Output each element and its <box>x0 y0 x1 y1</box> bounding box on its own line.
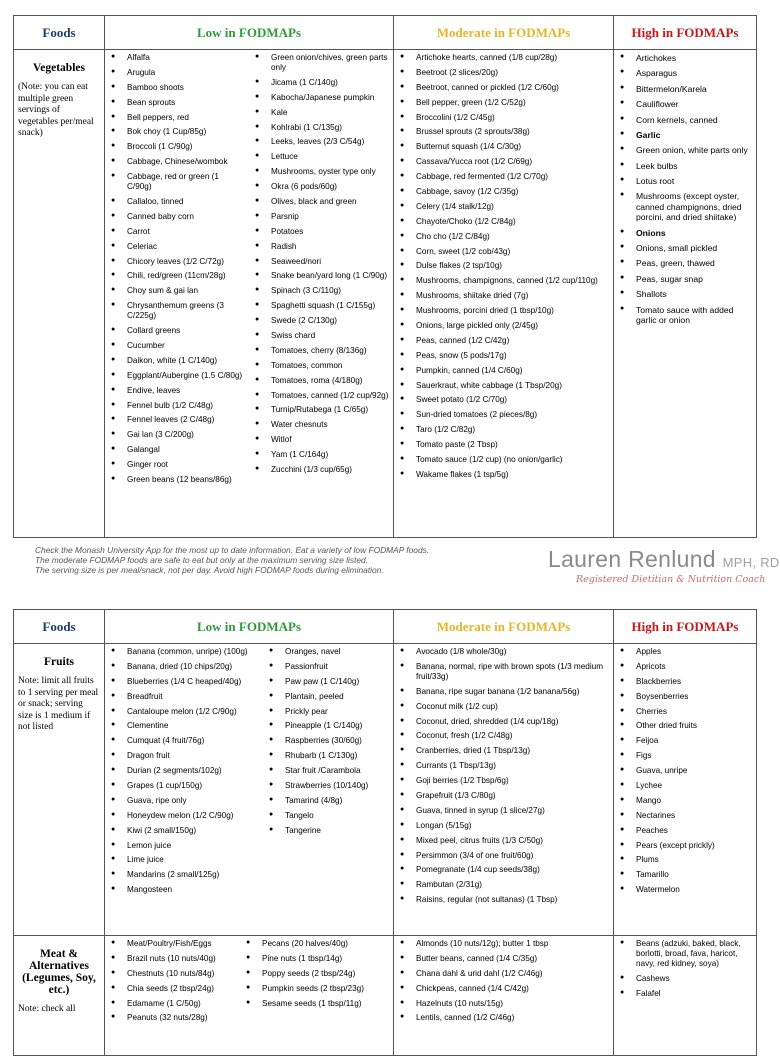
food-item: ● Cantaloupe melon (1/2 C/90g) <box>111 707 259 717</box>
food-item: ● Radish <box>255 242 389 252</box>
food-item: ● Sauerkraut, white cabbage (1 Tbsp/20g) <box>400 381 609 391</box>
food-item: ● Shallots <box>620 289 752 299</box>
brand-logo <box>548 546 780 585</box>
food-item: ● Blackberries <box>620 677 752 687</box>
food-item: ● Water chesnuts <box>255 420 389 430</box>
food-item: ● Zucchini (1/3 cup/65g) <box>255 465 389 475</box>
food-item: ● Chestnuts (10 nuts/84g) <box>111 969 236 979</box>
food-item: ● Peanuts (32 nuts/28g) <box>111 1013 236 1023</box>
food-item: ● Ginger root <box>111 460 245 470</box>
food-item: ● Mushrooms (except oyster, canned champignons, dried porcini, and dried shiitake) <box>620 191 752 222</box>
food-item: ● Peas, snow (5 pods/17g) <box>400 351 609 361</box>
food-item: ● Passionfruit <box>269 662 389 672</box>
food-item: ● Lemon juice <box>111 841 259 851</box>
food-item: ● Oranges, navel <box>269 647 389 657</box>
header-moderate: Moderate in FODMAPs <box>394 610 614 644</box>
food-item: ● Pears (except prickly) <box>620 841 752 851</box>
food-item: ● Artichokes <box>620 53 752 63</box>
food-item: ● Cabbage, red or green (1 C/90g) <box>111 172 245 192</box>
food-item: ● Bittermelon/Karela <box>620 84 752 94</box>
food-item: ● Durian (2 segments/102g) <box>111 766 259 776</box>
food-item: ● Cho cho (1/2 C/84g) <box>400 232 609 242</box>
food-item: ● Celeriac <box>111 242 245 252</box>
header-moderate: Moderate in FODMAPs <box>394 16 614 50</box>
food-item: ● Peaches <box>620 826 752 836</box>
food-item: ● Hazelnuts (10 nuts/15g) <box>400 999 609 1009</box>
food-item: ● Callaloo, tinned <box>111 197 245 207</box>
food-item: ● Edamame (1 C/50g) <box>111 999 236 1009</box>
food-item: ● Galangal <box>111 445 245 455</box>
food-item: ● Garlic <box>620 130 752 140</box>
food-item: ● Star fruit /Carambola <box>269 766 389 776</box>
food-item: ● Grapefruit (1/3 C/80g) <box>400 791 609 801</box>
food-item: ● Mango <box>620 796 752 806</box>
food-item: ● Butter beans, canned (1/4 C/35g) <box>400 954 609 964</box>
food-item: ● Lychee <box>620 781 752 791</box>
food-item: ● Raisins, regular (not sultanas) (1 Tbsp) <box>400 895 609 905</box>
food-item: ● Meat/Poultry/Fish/Eggs <box>111 939 236 949</box>
food-item: ● Banana (common, unripe) (100g) <box>111 647 259 657</box>
food-item: ● Tomato sauce (1/2 cup) (no onion/garlic) <box>400 455 609 465</box>
food-item: ● Eggplant/Aubergine (1.5 C/80g) <box>111 371 245 381</box>
food-item: ● Pecans (20 halves/40g) <box>246 939 389 949</box>
food-item: ● Kohlrabi (1 C/135g) <box>255 123 389 133</box>
food-item: ● Cucumber <box>111 341 245 351</box>
food-item: ● Leeks, leaves (2/3 C/54g) <box>255 137 389 147</box>
vegetables-table <box>13 15 757 538</box>
food-item: ● Longan (5/15g) <box>400 821 609 831</box>
food-item: ● Sun-dried tomatoes (2 pieces/8g) <box>400 410 609 420</box>
food-item: ● Watermelon <box>620 885 752 895</box>
food-item: ● Gai lan (3 C/200g) <box>111 430 245 440</box>
food-item: ● Breadfruit <box>111 692 259 702</box>
food-item: ● Pumpkin seeds (2 tbsp/23g) <box>246 984 389 994</box>
food-item: ● Chana dahl & urid dahl (1/2 C/46g) <box>400 969 609 979</box>
food-item: ● Beans (adzuki, baked, black, borlotti, broad, fava, haricot, navy, red kidney, soya) <box>620 939 752 969</box>
food-item: ● Spinach (3 C/110g) <box>255 286 389 296</box>
food-item: ● Canned baby corn <box>111 212 245 222</box>
food-item: ● Tamarillo <box>620 870 752 880</box>
food-item: ● Persimmon (3/4 of one fruit/60g) <box>400 851 609 861</box>
food-item: ● Bell pepper, green (1/2 C/52g) <box>400 98 609 108</box>
food-item: ● Raspberries (30/60g) <box>269 736 389 746</box>
logo-credentials: MPH, RD <box>722 555 780 570</box>
fruits-row <box>14 644 757 936</box>
food-item: ● Chia seeds (2 tbsp/24g) <box>111 984 236 994</box>
high-fodmap-cell <box>614 644 757 936</box>
food-item: ● Brussel sprouts (2 sprouts/38g) <box>400 127 609 137</box>
vegetables-row <box>14 50 757 538</box>
food-item: ● Onions, large pickled only (2/45g) <box>400 321 609 331</box>
food-item: ● Tomatoes, roma (4/180g) <box>255 376 389 386</box>
food-item: ● Tomatoes, cherry (8/136g) <box>255 346 389 356</box>
food-item: ● Seaweed/nori <box>255 257 389 267</box>
food-item: ● Green onion, white parts only <box>620 145 752 155</box>
food-item: ● Lettuce <box>255 152 389 162</box>
food-item: ● Peas, canned (1/2 C/42g) <box>400 336 609 346</box>
food-item: ● Tangelo <box>269 811 389 821</box>
food-item: ● Potatoes <box>255 227 389 237</box>
low-list-col2 <box>240 936 393 1031</box>
food-item: ● Lentils, canned (1/2 C/46g) <box>400 1013 609 1023</box>
food-item: ● Mandarins (2 small/125g) <box>111 870 259 880</box>
food-item: ● Endive, leaves <box>111 386 245 396</box>
table-header-row <box>14 16 757 50</box>
food-item: ● Beetroot (2 slices/20g) <box>400 68 609 78</box>
food-item: ● Cherries <box>620 707 752 717</box>
food-item: ● Cranberries, dried (1 Tbsp/13g) <box>400 746 609 756</box>
food-item: ● Tomatoes, common <box>255 361 389 371</box>
category-name: Meat & Alternatives (Legumes, Soy, etc.) <box>22 948 96 996</box>
food-item: ● Kiwi (2 small/150g) <box>111 826 259 836</box>
food-item: ● Coconut, dried, shredded (1/4 cup/18g) <box>400 717 609 727</box>
food-item: ● Strawberries (10/140g) <box>269 781 389 791</box>
food-item: ● Olives, black and green <box>255 197 389 207</box>
food-item: ● Currants (1 Tbsp/13g) <box>400 761 609 771</box>
food-item: ● Choy sum & gai lan <box>111 286 245 296</box>
moderate-fodmap-cell <box>394 936 614 1056</box>
food-item: ● Bamboo shoots <box>111 83 245 93</box>
food-item: ● Tomato paste (2 Tbsp) <box>400 440 609 450</box>
food-item: ● Swede (2 C/130g) <box>255 316 389 326</box>
food-item: ● Arugula <box>111 68 245 78</box>
food-item: ● Wakame flakes (1 tsp/5g) <box>400 470 609 480</box>
food-item: ● Parsnip <box>255 212 389 222</box>
low-list-col2 <box>263 644 393 903</box>
food-item: ● Lotus root <box>620 176 752 186</box>
food-item: ● Chili, red/green (11cm/28g) <box>111 271 245 281</box>
food-item: ● Spaghetti squash (1 C/155g) <box>255 301 389 311</box>
food-item: ● Kabocha/Japanese pumpkin <box>255 93 389 103</box>
food-item: ● Pine nuts (1 tbsp/14g) <box>246 954 389 964</box>
food-item: ● Mixed peel, citrus fruits (1/3 C/50g) <box>400 836 609 846</box>
food-item: ● Leek bulbs <box>620 161 752 171</box>
food-item: ● Cauliflower <box>620 99 752 109</box>
food-item: ● Blueberries (1/4 C heaped/40g) <box>111 677 259 687</box>
food-item: ● Paw paw (1 C/140g) <box>269 677 389 687</box>
food-item: ● Tomatoes, canned (1/2 cup/92g) <box>255 391 389 401</box>
food-item: ● Rhubarb (1 C/130g) <box>269 751 389 761</box>
category-name: Fruits <box>43 656 75 668</box>
food-item: ● Corn kernels, canned <box>620 115 752 125</box>
food-item: ● Plums <box>620 855 752 865</box>
food-item: ● Beetroot, canned or pickled (1/2 C/60g) <box>400 83 609 93</box>
food-item: ● Pineapple (1 C/140g) <box>269 721 389 731</box>
food-item: ● Mushrooms, oyster type only <box>255 167 389 177</box>
header-high: High in FODMAPs <box>614 16 757 50</box>
high-list <box>614 644 756 903</box>
food-item: ● Chickpeas, canned (1/4 C/42g) <box>400 984 609 994</box>
food-item: ● Cabbage, red fermented (1/2 C/70g) <box>400 172 609 182</box>
food-item: ● Figs <box>620 751 752 761</box>
food-item: ● Turnip/Rutabega (1 C/65g) <box>255 405 389 415</box>
category-name: Vegetables <box>33 62 85 74</box>
footer-line: The serving size is per meal/snack, not per day. Avoid high FODMAP foods during elimination. <box>35 565 384 576</box>
food-item: ● Okra (6 pods/60g) <box>255 182 389 192</box>
header-low: Low in FODMAPs <box>105 16 394 50</box>
food-item: ● Broccoli (1 C/90g) <box>111 142 245 152</box>
low-fodmap-cell <box>105 936 394 1056</box>
food-item: ● Chrysanthemum greens (3 C/225g) <box>111 301 245 321</box>
food-item: ● Almonds (10 nuts/12g); butter 1 tbsp <box>400 939 609 949</box>
food-item: ● Cashews <box>620 974 752 984</box>
food-item: ● Apricots <box>620 662 752 672</box>
food-item: ● Cumquat (4 fruit/76g) <box>111 736 259 746</box>
low-list-col1 <box>105 936 240 1031</box>
fruits-meat-table <box>13 609 757 1056</box>
logo-name: Lauren Renlund <box>548 546 716 572</box>
food-item: ● Pumpkin, canned (1/4 C/60g) <box>400 366 609 376</box>
moderate-list <box>394 936 613 1031</box>
food-item: ● Collard greens <box>111 326 245 336</box>
footer-note <box>35 545 515 575</box>
food-item: ● Lime juice <box>111 855 259 865</box>
food-item: ● Peas, sugar snap <box>620 274 752 284</box>
food-item: ● Bean sprouts <box>111 98 245 108</box>
low-fodmap-cell <box>105 50 394 538</box>
food-item: ● Bell peppers, red <box>111 113 245 123</box>
food-item: ● Banana, ripe sugar banana (1/2 banana/56g) <box>400 687 609 697</box>
food-item: ● Pomegranate (1/4 cup seeds/38g) <box>400 865 609 875</box>
food-item: ● Butternut squash (1/4 C/30g) <box>400 142 609 152</box>
food-item: ● Cassava/Yucca root (1/2 C/69g) <box>400 157 609 167</box>
food-category-cell <box>14 50 105 538</box>
food-item: ● Green beans (12 beans/86g) <box>111 475 245 485</box>
header-foods: Foods <box>14 610 105 644</box>
food-item: ● Carrot <box>111 227 245 237</box>
moderate-fodmap-cell <box>394 644 614 936</box>
food-item: ● Other dried fruits <box>620 721 752 731</box>
food-item: ● Peas, green, thawed <box>620 258 752 268</box>
food-item: ● Prickly pear <box>269 707 389 717</box>
food-item: ● Corn, sweet (1/2 cob/43g) <box>400 247 609 257</box>
header-high: High in FODMAPs <box>614 610 757 644</box>
food-item: ● Chayote/Choko (1/2 C/84g) <box>400 217 609 227</box>
food-item: ● Witlof <box>255 435 389 445</box>
food-item: ● Cabbage, Chinese/wombok <box>111 157 245 167</box>
food-item: ● Tangerine <box>269 826 389 836</box>
food-item: ● Mushrooms, champignons, canned (1/2 cup/110g) <box>400 276 609 286</box>
food-item: ● Bok choy (1 Cup/85g) <box>111 127 245 137</box>
moderate-list <box>394 644 613 913</box>
food-item: ● Poppy seeds (2 tbsp/24g) <box>246 969 389 979</box>
food-item: ● Nectarines <box>620 811 752 821</box>
food-item: ● Artichoke hearts, canned (1/8 cup/28g) <box>400 53 609 63</box>
food-item: ● Apples <box>620 647 752 657</box>
food-item: ● Sweet potato (1/2 C/70g) <box>400 395 609 405</box>
food-item: ● Goji berries (1/2 Tbsp/6g) <box>400 776 609 786</box>
food-item: ● Sesame seeds (1 tbsp/11g) <box>246 999 389 1009</box>
food-item: ● Honeydew melon (1/2 C/90g) <box>111 811 259 821</box>
food-item: ● Celery (1/4 stalk/12g) <box>400 202 609 212</box>
header-foods: Foods <box>14 16 105 50</box>
food-item: ● Tamarind (4/8g) <box>269 796 389 806</box>
food-item: ● Chicory leaves (1/2 C/72g) <box>111 257 245 267</box>
food-item: ● Grapes (1 cup/150g) <box>111 781 259 791</box>
food-item: ● Taro (1/2 C/82g) <box>400 425 609 435</box>
moderate-list <box>394 50 613 488</box>
footer-line: The moderate FODMAP foods are safe to eat but only at the maximum serving size listed. <box>35 555 368 566</box>
food-item: ● Avocado (1/8 whole/30g) <box>400 647 609 657</box>
food-item: ● Clementine <box>111 721 259 731</box>
food-item: ● Plantain, peeled <box>269 692 389 702</box>
food-item: ● Banana, normal, ripe with brown spots (1/3 medium fruit/33g) <box>400 662 609 682</box>
food-item: ● Tomato sauce with added garlic or onion <box>620 305 752 326</box>
food-item: ● Mushrooms, shiitake dried (7g) <box>400 291 609 301</box>
low-list-col2 <box>249 50 393 493</box>
food-category-cell <box>14 936 105 1056</box>
food-item: ● Swiss chard <box>255 331 389 341</box>
food-item: ● Coconut, fresh (1/2 C/48g) <box>400 731 609 741</box>
food-item: ● Falafel <box>620 989 752 999</box>
food-item: ● Snake bean/yard long (1 C/90g) <box>255 271 389 281</box>
food-item: ● Guava, tinned in syrup (1 slice/27g) <box>400 806 609 816</box>
low-list-col1 <box>105 644 263 903</box>
header-low: Low in FODMAPs <box>105 610 394 644</box>
food-item: ● Guava, unripe <box>620 766 752 776</box>
high-fodmap-cell <box>614 936 757 1056</box>
food-item: ● Dragon fruit <box>111 751 259 761</box>
low-fodmap-cell <box>105 644 394 936</box>
high-list <box>614 50 756 333</box>
footer-line: Check the Monash University App for the most up to date information. Eat a variety of low FODMAP foods. <box>35 545 430 555</box>
food-item: ● Boysenberries <box>620 692 752 702</box>
category-note: (Note: you can eat multiple green servings of vegetables per/meal snack) <box>18 82 94 139</box>
food-item: ● Alfalfa <box>111 53 245 63</box>
category-note: Note: check all <box>18 1004 76 1014</box>
high-fodmap-cell <box>614 50 757 538</box>
food-item: ● Kale <box>255 108 389 118</box>
food-item: ● Broccolini (1/2 C/45g) <box>400 113 609 123</box>
food-item: ● Cabbage, savoy (1/2 C/35g) <box>400 187 609 197</box>
food-item: ● Onions, small pickled <box>620 243 752 253</box>
category-note: Note: limit all fruits to 1 serving per meal or snack; serving size is 1 medium if not listed <box>18 676 99 733</box>
food-item: ● Feijoa <box>620 736 752 746</box>
food-item: ● Daikon, white (1 C/140g) <box>111 356 245 366</box>
moderate-fodmap-cell <box>394 50 614 538</box>
meat-row <box>14 936 757 1056</box>
logo-tagline: Registered Dietitian & Nutrition Coach <box>576 574 766 585</box>
table-header-row <box>14 610 757 644</box>
food-item: ● Brazil nuts (10 nuts/40g) <box>111 954 236 964</box>
food-category-cell <box>14 644 105 936</box>
food-item: ● Asparagus <box>620 68 752 78</box>
food-item: ● Fennel bulb (1/2 C/48g) <box>111 401 245 411</box>
food-item: ● Onions <box>620 228 752 238</box>
food-item: ● Jicama (1 C/140g) <box>255 78 389 88</box>
food-item: ● Dulse flakes (2 tsp/10g) <box>400 261 609 271</box>
food-item: ● Fennel leaves (2 C/48g) <box>111 415 245 425</box>
food-item: ● Yam (1 C/164g) <box>255 450 389 460</box>
food-item: ● Green onion/chives, green parts only <box>255 53 389 73</box>
low-list-col1 <box>105 50 249 493</box>
food-item: ● Guava, ripe only <box>111 796 259 806</box>
food-item: ● Coconut milk (1/2 cup) <box>400 702 609 712</box>
food-item: ● Rambutan (2/31g) <box>400 880 609 890</box>
food-item: ● Banana, dried (10 chips/20g) <box>111 662 259 672</box>
food-item: ● Mangosteen <box>111 885 259 895</box>
high-list <box>614 936 756 1007</box>
food-item: ● Mushrooms, porcini dried (1 tbsp/10g) <box>400 306 609 316</box>
